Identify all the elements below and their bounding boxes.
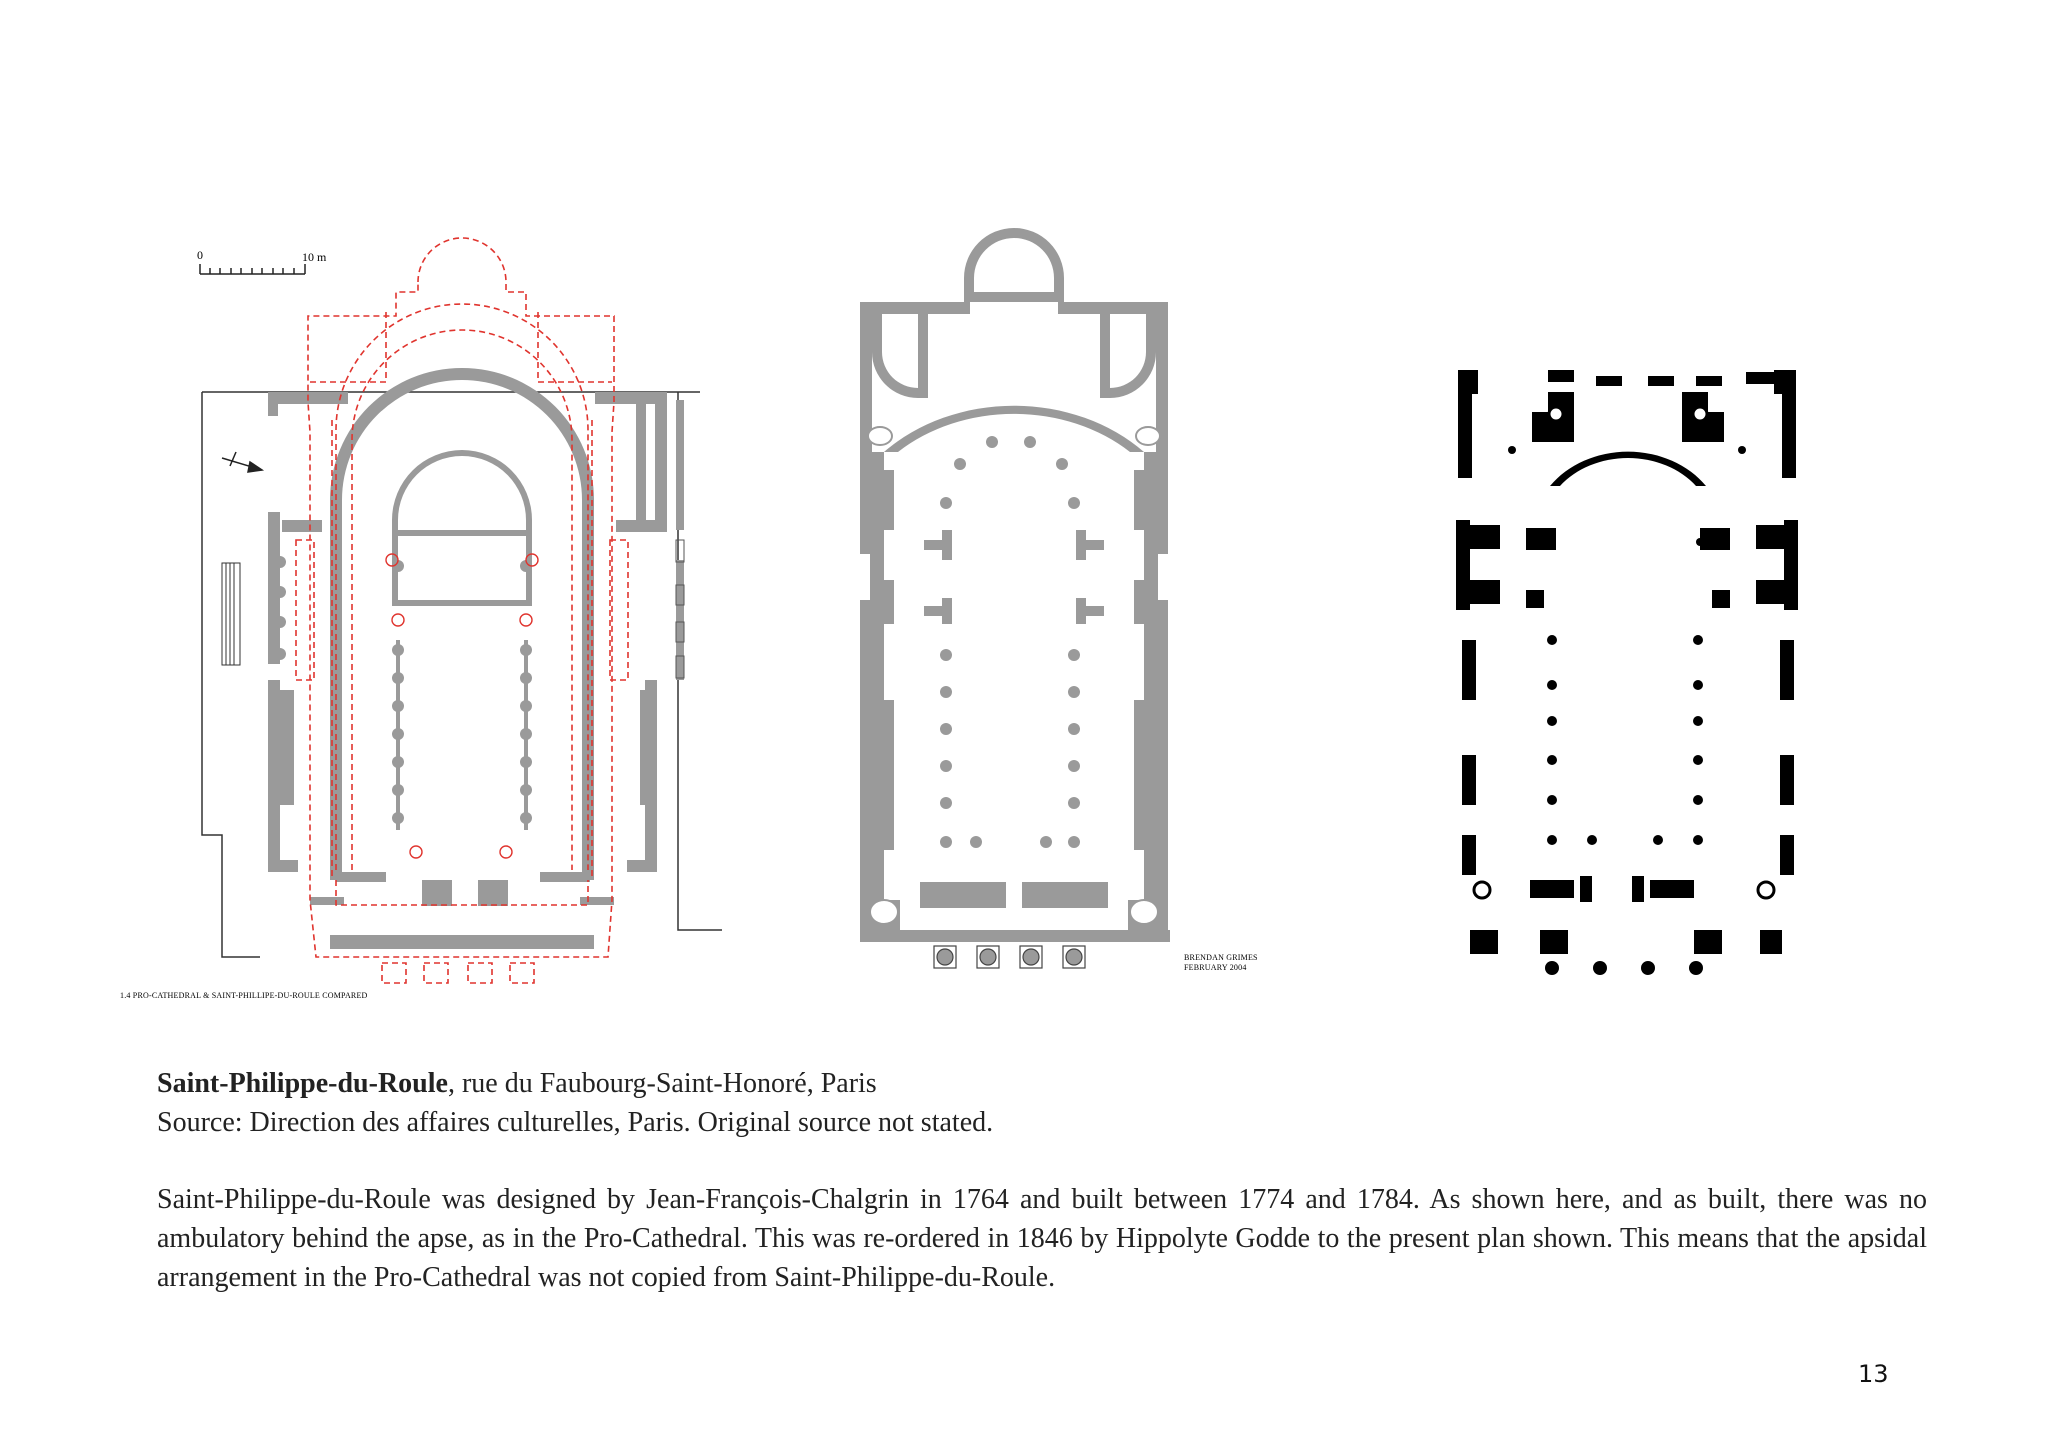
- colonnade-lines: [398, 640, 526, 830]
- body-paragraph: Saint-Philippe-du-Roule was designed by Jean-François-Chalgrin in 1764 and built between 1774 and 1784. As shown here, and as built, there was no ambulatory behind the apse, as in the Pro-Cathedral. This was re-ordered in 1846 by Hippolyte Godde to the present plan shown. This means that the apsidal arrangement in the Pro-Cathedral was not copied from Saint-Philippe-du-Roule.: [157, 1184, 1927, 1293]
- pro-cathedral-plan: [120, 238, 722, 1000]
- grey-plan-front-bases: [934, 946, 1085, 968]
- scale-zero-label: 0: [197, 248, 203, 262]
- caption-source: Source: Direction des affaires culturelles, Paris. Original source not stated.: [157, 1107, 994, 1138]
- grey-plan-niches: [868, 427, 1160, 924]
- black-plan-niches: [1474, 407, 1774, 898]
- overlay-columns: [386, 554, 538, 858]
- side-steps: [222, 563, 240, 665]
- page-number: 13: [1858, 1360, 1889, 1388]
- caption-location: , rue du Faubourg-Saint-Honoré, Paris: [447, 1068, 877, 1099]
- saint-philippe-black-plan: [1456, 370, 1798, 975]
- plate-caption: [157, 1064, 1927, 1142]
- pro-cathedral-columns: [274, 556, 594, 824]
- figure-caption: 1.4 PRO-CATHEDRAL & SAINT-PHILLIPE-DU-ROULE COMPARED: [120, 991, 368, 1000]
- north-arrow-icon: [222, 452, 262, 472]
- credit-date: FEBRUARY 2004: [1184, 963, 1247, 972]
- scale-bar: [200, 264, 305, 274]
- saint-philippe-overlay: [296, 238, 628, 983]
- pro-cathedral-walls: [268, 368, 684, 949]
- saint-philippe-grey-plan: [860, 228, 1258, 972]
- scale-end-label: 10 m: [302, 250, 327, 264]
- caption-title-line: [157, 1064, 1927, 1103]
- grey-plan-walls: [860, 228, 1170, 942]
- caption-title: Saint-Philippe-du-Roule: [157, 1068, 448, 1099]
- grey-plan-columns: [940, 436, 1080, 848]
- credit-name: BRENDAN GRIMES: [1184, 953, 1258, 962]
